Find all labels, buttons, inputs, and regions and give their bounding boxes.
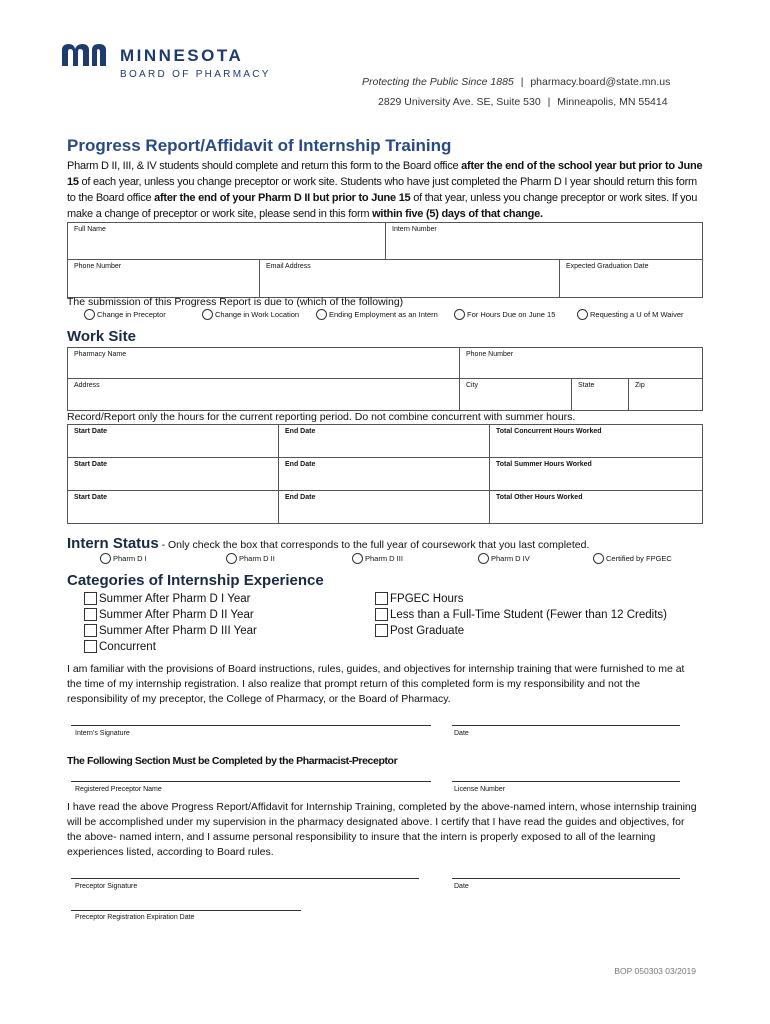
radio-icon[interactable]	[100, 553, 111, 564]
tagline: Protecting the Public Since 1885	[362, 76, 514, 88]
preceptor-heading: The Following Section Must be Completed by the Pharmacist-Preceptor	[67, 755, 398, 767]
status-fpgec[interactable]	[593, 553, 672, 564]
other-hours-field[interactable]	[490, 491, 702, 523]
street-address: 2829 University Ave. SE, Suite 530	[378, 96, 541, 108]
mn-logo-icon	[62, 44, 112, 66]
option-waiver[interactable]	[577, 309, 684, 320]
option-label: Change in Preceptor	[97, 310, 166, 319]
categories-heading: Categories of Internship Experience	[67, 572, 324, 589]
state-label: State	[578, 382, 595, 389]
option-label: Pharm D I	[113, 554, 147, 563]
option-ending-employment[interactable]	[316, 309, 438, 320]
intern-status-heading: Intern Status	[67, 535, 159, 552]
email-address-label: Email Address	[266, 263, 311, 270]
checkbox-icon[interactable]	[84, 592, 97, 605]
radio-icon[interactable]	[202, 309, 213, 320]
intro-bold-3: within five (5) days of that change.	[372, 208, 543, 220]
category-summer-d-iii[interactable]	[84, 624, 257, 637]
checkbox-icon[interactable]	[84, 608, 97, 621]
end-date-label: End Date	[285, 428, 316, 435]
full-name-field[interactable]	[68, 223, 386, 260]
board-email-link[interactable]: pharmacy.board@state.mn.us	[530, 76, 671, 88]
zip-field[interactable]	[629, 379, 702, 410]
personal-info-box	[67, 222, 703, 298]
category-label: Summer After Pharm D II Year	[99, 608, 254, 621]
start-date-field-2[interactable]	[68, 458, 279, 491]
option-hours-due[interactable]	[454, 309, 555, 320]
radio-icon[interactable]	[454, 309, 465, 320]
work-site-box	[67, 347, 703, 411]
intern-statement: I am familiar with the provisions of Board instructions, rules, guides, and objectives for internship training that were furnished to me at the time of my internship registration. I also realize that prompt return of this completed form is my responsibility and not the responsibility of my preceptor, the College of Pharmacy, or the Board of Pharmacy.	[67, 663, 685, 705]
preceptor-date-line[interactable]	[452, 878, 680, 879]
concurrent-hours-field[interactable]	[490, 425, 702, 458]
concurrent-hours-label: Total Concurrent Hours Worked	[496, 428, 602, 435]
license-number-label: License Number	[454, 786, 505, 793]
end-date-field-2[interactable]	[279, 458, 490, 491]
radio-icon[interactable]	[352, 553, 363, 564]
option-label: Certified by FPGEC	[606, 554, 672, 563]
end-date-field-3[interactable]	[279, 491, 490, 523]
checkbox-icon[interactable]	[84, 624, 97, 637]
intro-text-3: of that year, unless you change preceptor or work sites. If you make a change of preceptor or work site, please send in this form	[67, 192, 698, 220]
category-fpgec-hours[interactable]	[375, 592, 464, 605]
intern-status-row	[67, 535, 589, 553]
category-part-time[interactable]	[375, 608, 667, 621]
option-change-preceptor[interactable]	[84, 309, 166, 320]
end-date-label: End Date	[285, 494, 316, 501]
summer-hours-label: Total Summer Hours Worked	[496, 461, 592, 468]
preceptor-signature-line[interactable]	[71, 878, 419, 879]
pharmacy-name-field[interactable]	[68, 348, 460, 379]
end-date-field-1[interactable]	[279, 425, 490, 458]
radio-icon[interactable]	[593, 553, 604, 564]
site-phone-label: Phone Number	[466, 351, 514, 358]
address-field[interactable]	[68, 379, 460, 410]
end-date-label: End Date	[285, 461, 316, 468]
category-post-graduate[interactable]	[375, 624, 464, 637]
start-date-field-3[interactable]	[68, 491, 279, 523]
intern-signature-line[interactable]	[71, 725, 431, 726]
option-change-location[interactable]	[202, 309, 299, 320]
intro-bold-2: after the end of your Pharm D II but prior to June 15	[154, 192, 411, 204]
summer-hours-field[interactable]	[490, 458, 702, 491]
start-date-label: Start Date	[74, 494, 108, 501]
city-field[interactable]	[460, 379, 572, 410]
intro-text-1: Pharm D II, III, & IV students should complete and return this form to the Board office	[67, 160, 462, 172]
header-contact-line	[362, 76, 670, 88]
category-label: Concurrent	[99, 640, 156, 653]
expiration-date-line[interactable]	[71, 910, 301, 911]
city-label: City	[466, 382, 479, 389]
separator: |	[520, 76, 524, 88]
start-date-label: Start Date	[74, 428, 108, 435]
option-label: Pharm D III	[365, 554, 403, 563]
intro-text-2: of each year, unless you change preceptor or work site. Students who have just completed the Pharm D I year should return this form to the Board office	[67, 176, 697, 204]
license-number-line[interactable]	[452, 781, 680, 782]
separator: |	[547, 96, 551, 108]
category-label: Post Graduate	[390, 624, 465, 637]
other-hours-label: Total Other Hours Worked	[496, 494, 583, 501]
full-name-label: Full Name	[74, 226, 106, 233]
option-label: Ending Employment as an Intern	[329, 310, 438, 319]
preceptor-statement: I have read the above Progress Report/Affidavit for Internship Training, completed by the above-named intern, whose internship training will be accomplished under my supervision in the pharmacy designated above. I certify that I have read the guides and objectives, for the above- named intern, and I assume personal responsibility to insure that the intern is properly exposed to all of the learning experiences listed, according to Board rules.	[67, 801, 697, 858]
expiration-date-label: Preceptor Registration Expiration Date	[75, 914, 195, 921]
intern-status-note: - Only check the box that corresponds to the full year of coursework that you last completed.	[158, 539, 590, 551]
radio-icon[interactable]	[577, 309, 588, 320]
start-date-label: Start Date	[74, 461, 108, 468]
intern-date-label: Date	[454, 730, 469, 737]
state-field[interactable]	[572, 379, 629, 410]
expected-graduation-label: Expected Graduation Date	[566, 263, 649, 270]
hours-box	[67, 424, 703, 524]
intern-number-label: Intern Number	[392, 226, 437, 233]
category-label: Less than a Full-Time Student (Fewer than 12 Credits)	[390, 608, 667, 621]
hours-instruction: Record/Report only the hours for the current reporting period. Do not combine concurrent with summer hours.	[67, 411, 576, 423]
org-subtitle: BOARD OF PHARMACY	[120, 69, 271, 80]
site-phone-field[interactable]	[460, 348, 702, 379]
header-address-line	[378, 96, 668, 108]
org-name: MINNESOTA	[120, 46, 244, 65]
option-label: Change in Work Location	[215, 310, 300, 319]
option-label: Pharm D II	[239, 554, 275, 563]
category-summer-d-ii[interactable]	[84, 608, 254, 621]
checkbox-icon[interactable]	[375, 624, 388, 637]
preceptor-date-label: Date	[454, 883, 469, 890]
intern-date-line[interactable]	[452, 725, 680, 726]
preceptor-name-line[interactable]	[71, 781, 431, 782]
address-label: Address	[74, 382, 100, 389]
status-pharm-d-iii[interactable]	[352, 553, 403, 564]
page-title: Progress Report/Affidavit of Internship Training	[67, 136, 452, 155]
submission-label: The submission of this Progress Report is due to (which of the following)	[67, 296, 404, 308]
radio-icon[interactable]	[478, 553, 489, 564]
category-label: Summer After Pharm D I Year	[99, 592, 251, 605]
option-label: Requesting a U of M Waiver	[590, 310, 684, 319]
option-label: For Hours Due on June 15	[467, 310, 556, 319]
category-label: Summer After Pharm D III Year	[99, 624, 257, 637]
pharmacy-name-label: Pharmacy Name	[74, 351, 127, 358]
checkbox-icon[interactable]	[375, 608, 388, 621]
intern-number-field[interactable]	[386, 223, 702, 260]
start-date-field-1[interactable]	[68, 425, 279, 458]
radio-icon[interactable]	[84, 309, 95, 320]
work-site-heading: Work Site	[67, 328, 136, 345]
preceptor-signature-label: Preceptor Signature	[75, 883, 138, 890]
form-code: BOP 050303 03/2019	[614, 966, 696, 976]
checkbox-icon[interactable]	[375, 592, 388, 605]
expected-graduation-field[interactable]	[560, 260, 702, 297]
option-label: Pharm D IV	[491, 554, 530, 563]
preceptor-name-label: Registered Preceptor Name	[75, 786, 162, 793]
radio-icon[interactable]	[316, 309, 327, 320]
phone-number-label: Phone Number	[74, 263, 122, 270]
status-pharm-d-ii[interactable]	[226, 553, 275, 564]
intro-paragraph	[67, 158, 707, 222]
status-pharm-d-iv[interactable]	[478, 553, 530, 564]
zip-label: Zip	[635, 382, 645, 389]
status-pharm-d-i[interactable]	[100, 553, 147, 564]
radio-icon[interactable]	[226, 553, 237, 564]
category-label: FPGEC Hours	[390, 592, 464, 605]
intro-bold-1: after the end of the school year but prior to June 15	[67, 160, 703, 188]
checkbox-icon[interactable]	[84, 640, 97, 653]
city-state-zip: Minneapolis, MN 55414	[557, 96, 668, 108]
email-address-field[interactable]	[260, 260, 560, 297]
category-summer-d-i[interactable]	[84, 592, 250, 605]
intern-signature-label: Intern’s Signature	[75, 730, 130, 737]
phone-number-field[interactable]	[68, 260, 260, 297]
category-concurrent[interactable]	[84, 640, 156, 653]
